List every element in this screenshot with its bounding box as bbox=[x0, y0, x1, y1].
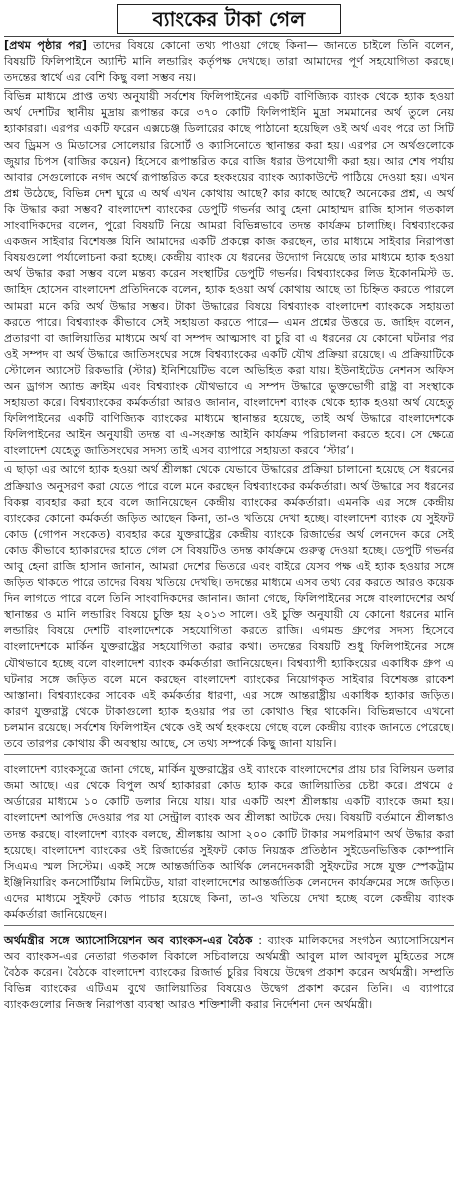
paragraph-gap bbox=[4, 755, 454, 762]
subheading-tag: অর্থমন্ত্রীর সঙ্গে অ্যাসোসিয়েশন অব ব্যাংকস-এর বৈঠক bbox=[4, 934, 253, 948]
paragraph-text: বাংলাদেশ ব্যাংকসূত্রে জানা গেছে, মার্কিন যুক্তরাষ্ট্রের ওই ব্যাংকে বাংলাদেশের প্রায় চার বিলিয়ন ডলার জমা আছে। এর থেকে বিপুল অর্থ হ্যাকাররা কোড হ্যাক করে জালিয়াতির চেষ্টা করে। প্রথমে ৫ অর্ডারের মাধ্যমে ১০ কোটি ডলার নিয়ে যায়। যার একটি অংশ শ্রীলঙ্কায় একটি ব্যাংকে জমা হয়। বাংলাদেশ আপত্তি দেওয়ার পর যা সেন্ট্রাল ব্যাংক অব শ্রীলঙ্কা আটকে দেয়। বিষয়টি বর্তমানে শ্রীলঙ্কাও তদন্ত করছে। বাংলাদেশ ব্যাংক বলছে, শ্রীলঙ্কায় আসা ২০০ কোটি টাকার সমপরিমাণ অর্থ উদ্ধার করা হয়েছে। বাংলাদেশ ব্যাংকের ওই রিজার্ভের সুইফট কোড নিয়ন্ত্রক প্রতিষ্ঠান সুইডেনভিত্তিক কোম্পানি সিএমএ স্মল সিস্টেম। একই সঙ্গে আন্তর্জাতিক আর্থিক লেনদেনকারী সুইফটের সঙ্গে যুক্ত স্পেকট্রাম ইঞ্জিনিয়ারিং কনসোর্টিয়াম লিমিটেড, যারা বাংলাদেশের আন্তর্জাতিক লেনদেন কার্যক্রমের সঙ্গে জড়িত। এদের মাধ্যমে সুইফট কোড পাচার হয়েছে কিনা, তা-ও খতিয়ে দেখা হচ্ছে বলে কেন্দ্রীয় ব্যাংক কর্মকর্তারা জানিয়েছেন। bbox=[4, 763, 454, 921]
headline: ব্যাংকের টাকা গেল bbox=[117, 4, 341, 34]
paragraph-text: এ ছাড়া এর আগে হ্যাক হওয়া অর্থ শ্রীলঙ্কা থেকে যেভাবে উদ্ধারের প্রক্রিয়া চালানো হয়েছে সে ধরনের প্রক্রিয়াও অনুসরণ করা যেতে পারে বলে মনে করছেন বিশ্বব্যাংকের কর্মকর্তারা। অর্থ উদ্ধারে সব ধরনের বিকল্প ব্যবহার করা হবে বলে জানিয়েছেন কেন্দ্রীয় ব্যাংকের কর্মকর্তারা। এমনকি এর সঙ্গে কেন্দ্রীয় ব্যাংকের কোনো কর্মকর্তা জড়িত আছেন কিনা, তা-ও খতিয়ে দেখা হচ্ছে। বাংলাদেশ ব্যাংক যে সুইফট কোড (গোপন সংকেত) ব্যবহার করে যুক্তরাষ্ট্রের কেন্দ্রীয় ব্যাংকে রিজার্ভের অর্থ লেনদেন করে সেই কোড কীভাবে হ্যাকারদের হাতে গেল সে বিষয়টিও তদন্ত কার্যক্রমে গুরুত্ব দেওয়া হচ্ছে। ডেপুটি গভর্নর আবু হেনা রাজি হাসান জানান, আমরা দেশের ভিতরে এবং বাইরে যেসব পক্ষ এই হ্যাক হওয়ার সঙ্গে জড়িত থাকতে পারে তাদের বিষয় খতিয়ে দেখছি। তদন্তের মাধ্যমে এসব তথ্য বের করতে আরও কয়েক দিন লাগতে পারে বলে তিনি সাংবাদিকদের জানান। জানা গেছে, ফিলিপাইনের সঙ্গে বাংলাদেশের অর্থ স্থানান্তর ও মানি লন্ডারিং বিষয়ে চুক্তি হয় ২০১৩ সালে। ওই চুক্তি অনুযায়ী যে কোনো ধরনের মানি লন্ডারিং বিষয়ে দেশটি বাংলাদেশকে সহযোগিতা করতে রাজি। এগমন্ড গ্রুপের সদস্য হিসেবে বাংলাদেশকে মার্কিন যুক্তরাষ্ট্রের সহযোগিতা করার কথা। তদন্তের বিষয়টি শুধু ফিলিপাইনের সঙ্গে যৌথভাবে হচ্ছে বলে বাংলাদেশ ব্যাংক কর্মকর্তারা জানিয়েছেন। বিশ্বব্যাপী হ্যাকিংয়ের একাধিক গ্রুপ এ ঘটনার সঙ্গে জড়িত বলে মনে করছেন বাংলাদেশ ব্যাংকের নিয়োগকৃত সাইবার বিশেষজ্ঞ রাকেশ আস্তানা। বিশ্বব্যাংকের সাবেক এই কর্মকর্তার ধারণা, এর সঙ্গে আন্তরাষ্ট্রীয় একাধিক হ্যাকার জড়িত। কারণ যুক্তরাষ্ট্র থেকে টাকাগুলো হ্যাক হওয়ার পর তা কোথাও স্থির থাকেনি। বিভিন্নভাবে এখনো চলমান রয়েছে। সর্বশেষ ফিলিপাইন থেকে ওই অর্থ হংকংয়ে গেছে বলে কেন্দ্রীয় ব্যাংক জানতে পেরেছে। তবে তারপর কোথায় কী অবস্থায় আছে, সে তথ্য সম্পর্কে কিছু জানা যায়নি। bbox=[4, 463, 454, 751]
article-paragraph-3 bbox=[4, 462, 454, 755]
continuation-tag: [প্রথম পৃষ্ঠার পর] bbox=[4, 39, 88, 52]
paragraph-text: তাদের বিষয়ে কোনো তথ্য পাওয়া গেছে কিনা— জানতে চাইলে তিনি বলেন, বিষয়টি ফিলিপাইনে অ্যান্টি মানি লন্ডারিং কর্তৃপক্ষ দেখছে। তারা আমাদের পূর্ণ সহযোগিতা করছে। তদন্তের স্বার্থে এর বেশি কিছু বলা সম্ভব নয়। bbox=[4, 39, 454, 85]
paragraph-gap bbox=[4, 926, 454, 933]
paragraph-text: বিভিন্ন মাধ্যমে প্রাপ্ত তথ্য অনুযায়ী সর্বশেষ ফিলিপাইনের একটি বাণিজ্যিক ব্যাংক থেকে হ্যাক হওয়া অর্থ দেশটির স্থানীয় মুদ্রায় রূপান্তর করে ৩৭০ কোটি ফিলিপাইনি মুদ্রা সমমানের অর্থ তুলে নেয় হ্যাকাররা। এরপর একটি ফরেন এক্সচেঞ্জ ডিলারের কাছে পাঠানো হয়েছিল ওই অর্থ এবং পরে তা সিটি অব ড্রিমস ও মিডাসের সোলেয়ার রিসোর্ট ও ক্যাসিনোতে স্থানান্তর করা হয়। এরপর সে অর্থগুলোকে জুয়ার চিপস (বাজির কয়েন) হিসেবে রূপান্তরিত করে বাজি ধরার উপযোগী করা হয়। আর শেষ পর্যায় আবার সেগুলোকে নগদ অর্থে রূপান্তরিত করে হংকংয়ের ব্যাংক অ্যাকাউন্টে পাঠিয়ে দেওয়া হয়। এখন প্রশ্ন উঠেছে, বিভিন্ন দেশ ঘুরে এ অর্থ এখন কোথায় আছে? কার কাছে আছে? অনেকের প্রশ্ন, এ অর্থ কি উদ্ধার করা সম্ভব? বাংলাদেশ ব্যাংকের ডেপুটি গভর্নর আবু হেনা মোহাম্মদ রাজি হাসান গতকাল সাংবাদিকদের বলেন, পুরো বিষয়টি নিয়ে আমরা বিভিন্নভাবে তদন্ত কার্যক্রম চালাচ্ছি। বিশ্বব্যাংকের একজন সাইবার বিশেষজ্ঞ যিনি আমাদের একটি প্রকল্পে কাজ করছেন, তার মাধ্যমে সাইবার নিরাপত্তা বিষয়গুলো পর্যালোচনা করা হচ্ছে। কেন্দ্রীয় ব্যাংক যে ধরনের উদ্যোগ নিয়েছে তার মাধ্যমে হ্যাক হওয়া অর্থ উদ্ধার করা সম্ভব বলে মন্তব্য করেন সংস্থাটির ডেপুটি গভর্নর। বিশ্বব্যাংকের লিড ইকোনমিস্ট ড. জাহিদ হোসেন বাংলাদেশ প্রতিদিনকে বলেন, হ্যাক হওয়া অর্থ কোথায় আছে তা চিহ্নিত করতে পারলে আমরা মনে করি অর্থ উদ্ধার সম্ভব। টাকা উদ্ধারের বিষয়ে বিশ্বব্যাংক বাংলাদেশ ব্যাংককে সহায়তা করতে পারে। বিশ্বব্যাংক কীভাবে সেই সহায়তা করতে পারে— এমন প্রশ্নের উত্তরে ড. জাহিদ বলেন, প্রতারণা বা জালিয়াতির মাধ্যমে অর্থ বা সম্পদ আত্মসাৎ বা চুরি বা এ ধরনের যে কোনো ঘটনার পর ওই সম্পদ বা অর্থ উদ্ধারে জাতিসংঘের সঙ্গে বিশ্বব্যাংকের একটি যৌথ প্রক্রিয়া রয়েছে। এ প্রক্রিয়াটিকে স্টোলেন অ্যাসেট রিকভারি (স্টার) ইনিশিয়েটিভ বলে অভিহিত করা যায়। ইউনাইটেড নেশনস অফিস অন ড্রাগস অ্যান্ড ক্রাইম এবং বিশ্বব্যাংক যৌথভাবে এ সম্পদ উদ্ধারে ভুক্তভোগী রাষ্ট্র বা সংস্থাকে সহায়তা করে। বিশ্বব্যাংকের কর্মকর্তারা আরও জানান, বাংলাদেশ ব্যাংক থেকে হ্যাক হওয়া অর্থ যেহেতু ফিলিপাইনের একটি বাণিজ্যিক ব্যাংকের মাধ্যমে স্থানান্তর হয়েছে, তাই অর্থ উদ্ধারে বাংলাদেশকে ফিলিপাইনের আইন অনুযায়ী তদন্ত বা এ-সংক্রান্ত আইনি কার্যক্রম পরিচালনা করতে হবে। সে ক্ষেত্রে বাংলাদেশ যেহেতু জাতিসংঘের সদস্য তাই এসব ব্যাপারে সহায়তা করবে ‘স্টার’। bbox=[4, 90, 454, 458]
headline-rule bbox=[4, 36, 454, 37]
article-paragraph-4 bbox=[4, 762, 454, 926]
article-paragraph-1 bbox=[4, 38, 454, 89]
article-paragraph-5 bbox=[4, 933, 454, 1015]
paragraph-text: : ব্যাংক মালিকদের সংগঠন অ্যাসোসিয়েশন অব ব্যাংকস-এর নেতারা গতকাল বিকালে সচিবালয়ে অর্থমন্ত্রী আবুল মাল আবদুল মুহিতের সঙ্গে বৈঠক করেন। বৈঠকে বাংলাদেশ ব্যাংকের রিজার্ভ চুরির বিষয়ে উদ্বেগ প্রকাশ করেন অর্থমন্ত্রী। সম্প্রতি বিভিন্ন ব্যাংকের এটিএম বুথে জালিয়াতির বিষয়েও উদ্বেগ প্রকাশ করেন তিনি। এ ব্যাপারে ব্যাংকগুলোর নিজস্ব নিরাপত্তা ব্যবস্থা আরও শক্তিশালী করার নির্দেশনা দেন অর্থমন্ত্রী। bbox=[4, 934, 454, 1012]
article-paragraph-2 bbox=[4, 89, 454, 462]
